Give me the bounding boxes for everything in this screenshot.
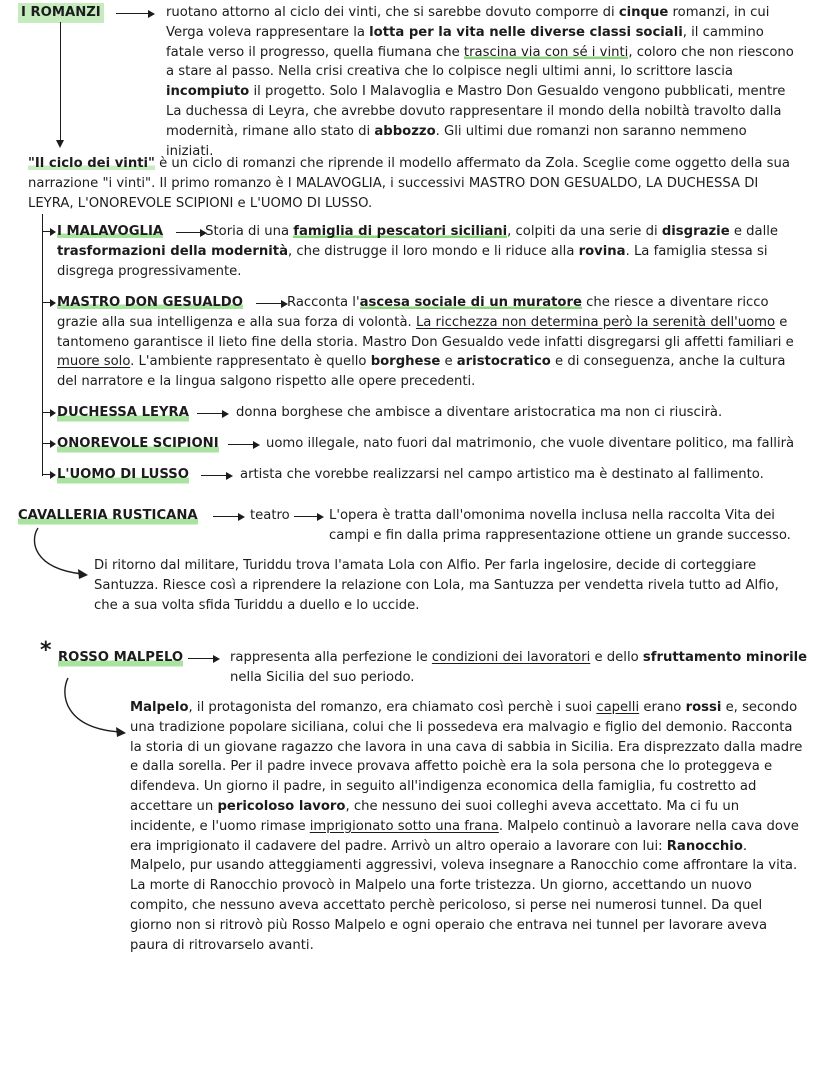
romanzi-label: I ROMANZI	[18, 3, 104, 23]
branch-arrow-icon	[42, 231, 54, 232]
cavalleria-plot: Di ritorno dal militare, Turiddu trova l'amata Lola con Alfio. Per farla ingelosire, decide di corteggiare Santuzza. Riesce così a riprendere la relazione con Lola, ma Santuzza per vendetta rivela tutto ad Alfio, che a sua volta sfida Turiddu a duello e lo uccide.	[94, 558, 779, 613]
malavoglia-arrow-icon	[176, 232, 205, 233]
teatro-arrow-icon	[294, 516, 322, 517]
duchessa-label: DUCHESSA LEYRA	[57, 403, 189, 423]
branch-arrow-icon	[42, 443, 54, 444]
lusso-arrow-icon	[201, 475, 231, 476]
malavoglia-label: I MALAVOGLIA	[57, 224, 164, 239]
curved-arrow-icon	[58, 672, 130, 742]
romanzi-down-arrow-icon	[56, 140, 64, 148]
cavalleria-label: CAVALLERIA RUSTICANA	[18, 506, 198, 526]
malavoglia-paragraph: I MALAVOGLIA Storia di una famiglia di pescatori siciliani, colpiti da una serie di disgrazie e dalle trasformazioni della modernità, che distrugge il loro mondo e li riduce alla rovina. La famiglia stessa si disgrega progressivamente.	[57, 224, 779, 279]
star-icon: *	[40, 638, 52, 663]
cavalleria-desc: L'opera è tratta dall'omonima novella inclusa nella raccolta Vita dei campi e fin dalla prima rappresentazione ottiene un grande successo.	[329, 508, 791, 543]
duchessa-arrow-icon	[197, 413, 227, 414]
romanzi-text: ruotano attorno al ciclo dei vinti, che si sarebbe dovuto comporre di cinque romanzi, in cui Verga voleva rappresentare la lotta per la vita nelle diverse classi sociali, il cammino fatale verso il progresso, quella fiumana che trascina via con sé i vinti, coloro che non riescono a stare al passo. Nella crisi creativa che lo colpisce negli ultimi anni, lo scrittore lascia incompiuto il progetto. Solo I Malavoglia e Mastro Don Gesualdo vengono pubblicati, mentre La duchessa di Leyra, che avrebbe dovuto rappresentare il mondo della nobiltà travolto dalla modernità, rimane allo stato di abbozzo. Gli ultimi due romanzi non saranno nemmeno iniziati.	[166, 5, 794, 159]
ciclo-paragraph: "Il ciclo dei vinti" è un ciclo di romanzi che riprende il modello affermato da Zola. Sceglie come oggetto della sua narrazione "i vinti". Il primo romanzo è I MALAVOGLIA, i successivi MASTRO DON GESUALDO, LA DUCHESSA DI LEYRA, L'ONOREVOLE SCIPIONI e L'UOMO DI LUSSO.	[28, 156, 790, 211]
cavalleria-arrow-icon	[213, 516, 243, 517]
malpelo-arrow-icon	[188, 658, 218, 659]
ciclo-label: "Il ciclo dei vinti"	[28, 156, 155, 171]
lusso-label: L'UOMO DI LUSSO	[57, 465, 189, 485]
branch-arrow-icon	[42, 474, 54, 475]
romanzi-down-line	[60, 22, 61, 142]
lusso-text: artista che vorebbe realizzarsi nel campo artistico ma è destinato al fallimento.	[240, 467, 764, 482]
branch-arrow-icon	[42, 412, 54, 413]
gesualdo-label: MASTRO DON GESUALDO	[57, 295, 243, 310]
gesualdo-paragraph: MASTRO DON GESUALDO Racconta l'ascesa sociale di un muratore che riesce a diventare ricco grazie alla sua intelligenza e alla sua forza di volontà. La ricchezza non determina però la serenità dell'uomo e tantomeno garantisce il lieto fine della storia. Mastro Don Gesualdo vede infatti disgregarsi gli affetti familiari e muore solo. L'ambiente rappresentato è quello borghese e aristocratico e di conseguenza, anche la cultura del narratore e la lingua salgono rispetto alle opere precedenti.	[57, 295, 794, 390]
romanzi-arrow-icon	[116, 13, 153, 14]
malpelo-body: Malpelo, il protagonista del romanzo, era chiamato così perchè i suoi capelli erano rossi e, secondo una tradizione popolare siciliana, colui che li possedeva era malvagio e figlio del demonio. Racconta la storia di un giovane ragazzo che lavora in una cava di sabbia in Sicilia. Era disprezzato dalla madre e dalla sorella. Per il padre invece provava affetto poichè era la sola persona che lo proteggeva e difendeva. Un giorno il padre, in seguito all'indigenza economica della famiglia, fu costretto ad accettare un pericoloso lavoro, che nessuno dei suoi colleghi aveva accettato. Ma ci fu un incidente, e l'uomo rimase imprigionato sotto una frana. Malpelo continuò a lavorare nella cava dove era imprigionato il cadavere del padre. Arrivò un altro operaio a lavorare con lui: Ranocchio. Malpelo, pur usando atteggiamenti aggressivi, voleva insegnare a Ranocchio come affrontare la vita. La morte di Ranocchio provocò in Malpelo una forte tristezza. Un giorno, accettando un nuovo compito, che nessuno aveva accettato perchè pericoloso, si perse nei numerosi tunnel. Da quel giorno non si ritrovò più Rosso Malpelo e ogni operaio che entrava nei tunnel per lavorare aveva paura di ritrovarselo avanti.	[130, 700, 803, 953]
branch-arrow-icon	[42, 302, 54, 303]
cavalleria-mid: teatro	[250, 508, 290, 523]
scipioni-arrow-icon	[228, 444, 258, 445]
curved-arrow-icon	[28, 526, 92, 582]
scipioni-label: ONOREVOLE SCIPIONI	[57, 434, 219, 454]
gesualdo-arrow-icon	[256, 303, 286, 304]
tree-connector	[42, 214, 43, 476]
malpelo-label: ROSSO MALPELO	[58, 648, 183, 668]
scipioni-text: uomo illegale, nato fuori dal matrimonio, che vuole diventare politico, ma fallirà	[266, 436, 795, 451]
malpelo-desc: rappresenta alla perfezione le condizioni dei lavoratori e dello sfruttamento minorile nella Sicilia del suo periodo.	[230, 650, 808, 685]
duchessa-text: donna borghese che ambisce a diventare aristocratica ma non ci riuscirà.	[236, 405, 723, 420]
